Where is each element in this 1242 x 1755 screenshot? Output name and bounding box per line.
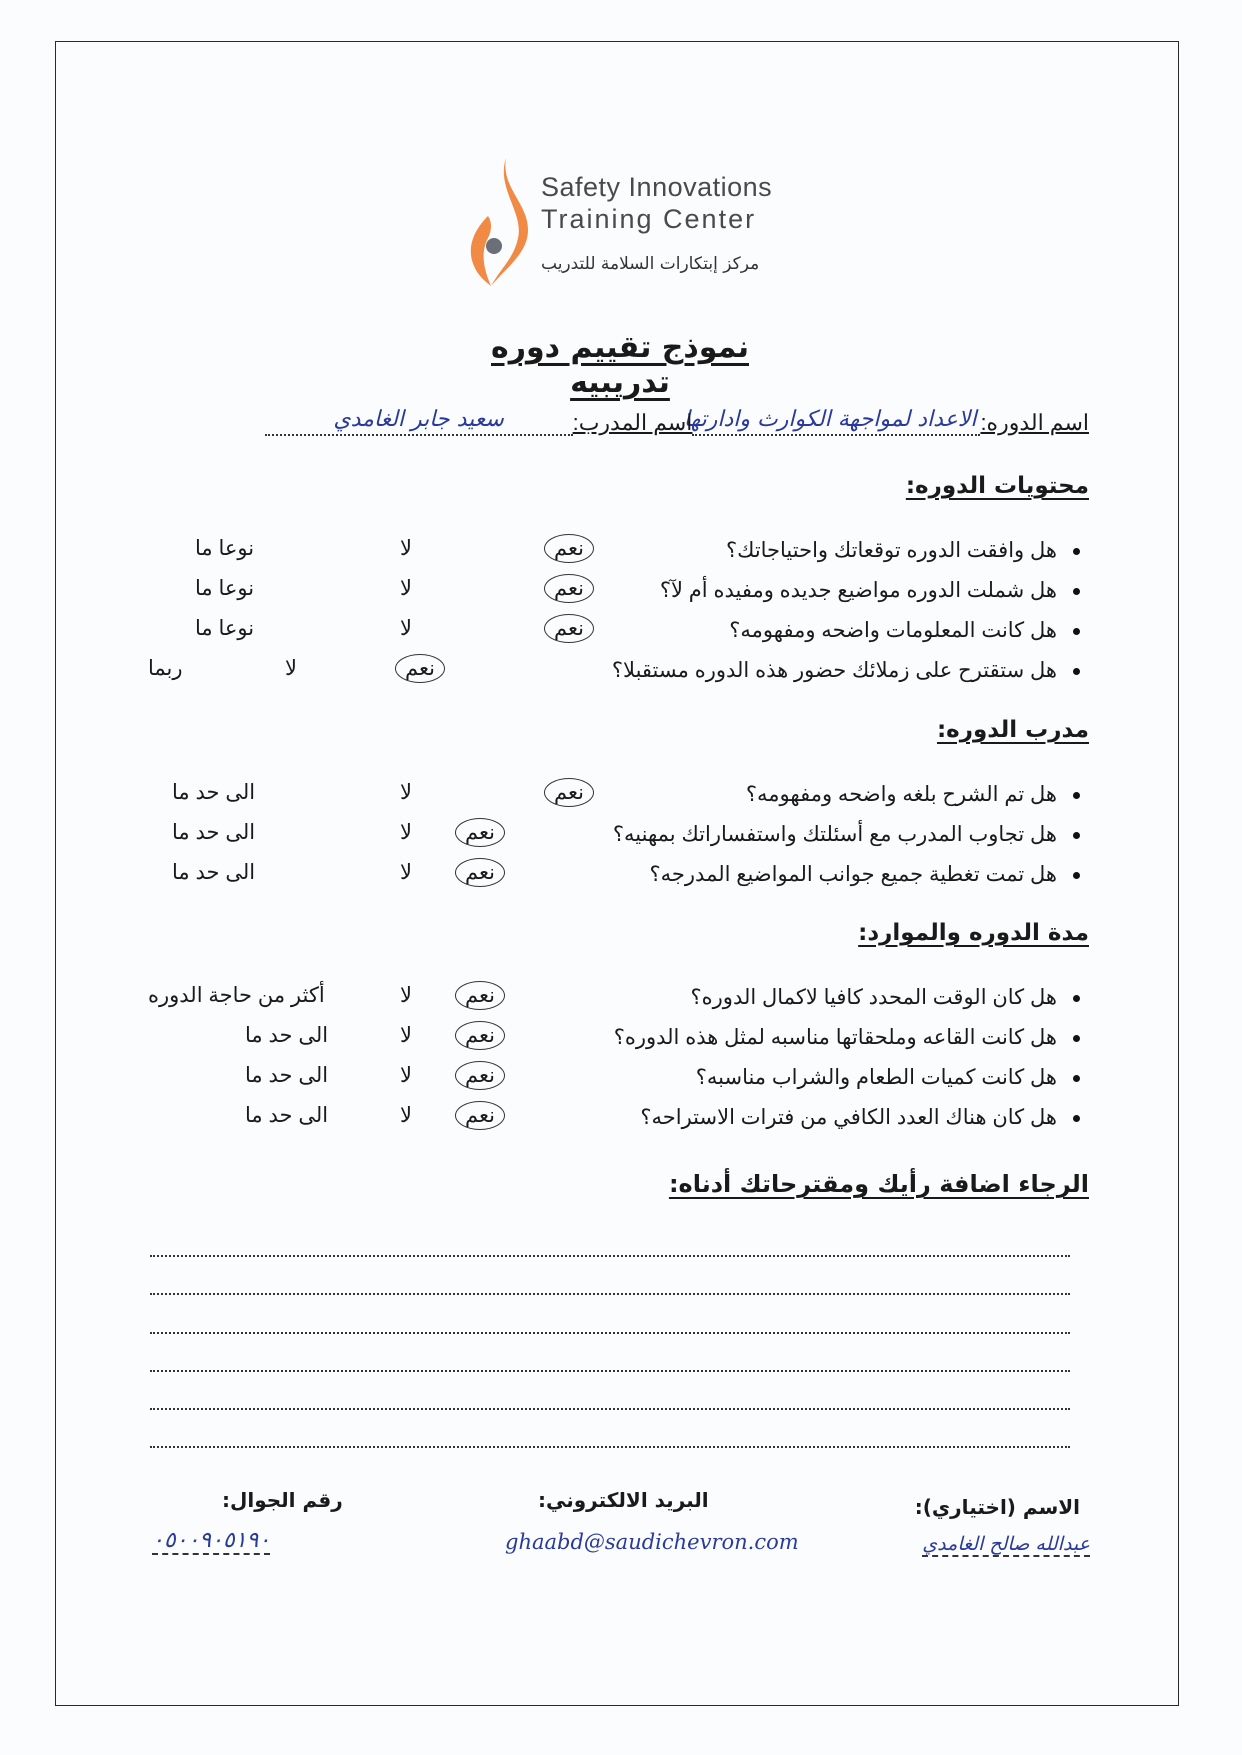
option-no[interactable]: لا (400, 1064, 412, 1087)
option-other[interactable]: الى حد ما (172, 781, 256, 804)
question-text (640, 1105, 1080, 1130)
section-title-trainer: مدرب الدوره: (936, 717, 1089, 743)
option-yes-cell (395, 656, 445, 681)
option-other-cell (245, 1023, 328, 1048)
option-other-cell (172, 820, 255, 845)
option-other-cell (195, 536, 254, 561)
option-other-cell (245, 1103, 328, 1128)
option-yes[interactable]: نعم (544, 534, 594, 563)
bullet-icon (1073, 872, 1080, 879)
question-text (613, 822, 1080, 847)
option-yes-cell (544, 616, 594, 641)
option-no-cell (400, 983, 412, 1008)
option-yes[interactable]: نعم (455, 1061, 505, 1090)
option-yes[interactable]: نعم (544, 778, 594, 807)
logo-arabic: مركز إبتكارات السلامة للتدريب (541, 254, 760, 274)
option-no-cell (400, 1023, 412, 1048)
option-other[interactable]: أكثر من حاجة الدوره (148, 984, 325, 1007)
question-label: هل تم الشرح بلغه واضحه ومفهومه؟ (745, 783, 1057, 806)
option-other-cell (195, 616, 254, 641)
course-name-label: اسم الدوره: (980, 410, 1089, 435)
option-other-cell (148, 656, 183, 681)
option-other-cell (148, 983, 325, 1008)
option-other[interactable]: الى حد ما (245, 1024, 329, 1047)
option-no[interactable]: لا (400, 861, 412, 884)
option-yes[interactable]: نعم (455, 858, 505, 887)
bullet-icon (1073, 1115, 1080, 1122)
question-label: هل كانت المعلومات واضحه ومفهومه؟ (729, 619, 1057, 642)
option-yes-cell (455, 1063, 505, 1088)
option-other-cell (245, 1063, 328, 1088)
trainer-name-label: اسم المدرب: (572, 410, 693, 435)
bullet-icon (1073, 548, 1080, 555)
option-yes[interactable]: نعم (455, 1021, 505, 1050)
comment-line[interactable] (150, 1446, 1070, 1448)
option-yes[interactable]: نعم (395, 654, 445, 683)
course-name-field[interactable]: الاعداد لمواجهة الكوارث وادارتها (692, 407, 980, 436)
comment-line[interactable] (150, 1370, 1070, 1372)
bullet-icon (1073, 1035, 1080, 1042)
option-no-cell (285, 656, 297, 681)
bullet-icon (1073, 792, 1080, 799)
option-other[interactable]: نوعا ما (195, 577, 255, 600)
option-no-cell (400, 860, 412, 885)
logo-line2: Training Center (541, 204, 757, 234)
comments-title: الرجاء اضافة رأيك ومقترحاتك أدناه: (668, 1170, 1089, 1198)
question-text (691, 985, 1080, 1010)
option-no[interactable]: لا (400, 781, 412, 804)
bullet-icon (1073, 1075, 1080, 1082)
question-label: هل تجاوب المدرب مع أسئلتك واستفساراتك بمهنيه؟ (612, 823, 1057, 846)
option-yes[interactable]: نعم (455, 981, 505, 1010)
question-label: هل ستقترح على زملائك حضور هذه الدوره مستقبلا؟ (611, 659, 1057, 682)
question-label: هل وافقت الدوره توقعاتك واحتياجاتك؟ (725, 539, 1057, 562)
option-other[interactable]: الى حد ما (245, 1104, 329, 1127)
question-text (729, 618, 1080, 643)
option-no[interactable]: لا (400, 984, 412, 1007)
option-yes[interactable]: نعم (544, 574, 594, 603)
option-other[interactable]: ربما (148, 657, 183, 680)
option-no[interactable]: لا (400, 537, 412, 560)
logo (466, 158, 786, 288)
section-title-content: محتويات الدوره: (905, 473, 1089, 499)
name-label: الاسم (اختياري): (914, 1495, 1080, 1519)
option-no-cell (400, 576, 412, 601)
option-no[interactable]: لا (400, 577, 412, 600)
course-info-line (149, 407, 1089, 436)
bullet-icon (1073, 628, 1080, 635)
option-yes-cell (455, 1103, 505, 1128)
option-other-cell (172, 860, 255, 885)
option-no[interactable]: لا (285, 657, 297, 680)
question-text (696, 1065, 1080, 1090)
option-yes-cell (455, 983, 505, 1008)
question-label: هل كان هناك العدد الكافي من فترات الاستراحه؟ (640, 1106, 1057, 1129)
option-no-cell (400, 536, 412, 561)
option-other[interactable]: نوعا ما (195, 537, 255, 560)
option-yes-cell (544, 576, 594, 601)
option-no-cell (400, 780, 412, 805)
option-other[interactable]: الى حد ما (172, 861, 256, 884)
option-no-cell (400, 1063, 412, 1088)
question-label: هل تمت تغطية جميع جوانب المواضيع المدرجه؟ (649, 863, 1057, 886)
question-label: هل شملت الدوره مواضيع جديده ومفيده أم لآ؟ (659, 579, 1057, 602)
bullet-icon (1073, 995, 1080, 1002)
question-text (614, 1025, 1080, 1050)
option-yes-cell (455, 820, 505, 845)
trainer-name-field[interactable]: سعيد جابر الغامدي (265, 407, 573, 436)
option-yes[interactable]: نعم (455, 1101, 505, 1130)
form-title: نموذج تقييم دوره تدريبيه (491, 330, 749, 400)
comment-line[interactable] (150, 1293, 1070, 1295)
option-no-cell (400, 616, 412, 641)
option-other[interactable]: الى حد ما (172, 821, 256, 844)
logo-line1: Safety Innovations (541, 172, 773, 202)
mobile-field[interactable]: ٠٥٠٠٩٠٥١٩٠ (152, 1528, 271, 1553)
option-no[interactable]: لا (400, 1104, 412, 1127)
option-other[interactable]: الى حد ما (245, 1064, 329, 1087)
option-no[interactable]: لا (400, 617, 412, 640)
question-label: هل كانت القاعه وملحقاتها مناسبه لمثل هذه الدوره؟ (613, 1026, 1057, 1049)
comment-line[interactable] (150, 1332, 1070, 1334)
option-yes-cell (544, 536, 594, 561)
question-text (726, 538, 1080, 563)
option-no-cell (400, 820, 412, 845)
question-text (660, 578, 1080, 603)
mobile-label: رقم الجوال: (222, 1488, 343, 1512)
flame-logo-icon (466, 158, 536, 288)
option-yes[interactable]: نعم (544, 614, 594, 643)
option-other-cell (195, 576, 254, 601)
bullet-icon (1073, 668, 1080, 675)
question-label: هل كانت كميات الطعام والشراب مناسبه؟ (695, 1066, 1057, 1089)
option-no-cell (400, 1103, 412, 1128)
option-other-cell (172, 780, 255, 805)
bullet-icon (1073, 588, 1080, 595)
option-yes-cell (455, 860, 505, 885)
email-label: البريد الالكتروني: (538, 1488, 709, 1512)
question-text (650, 862, 1080, 887)
option-yes-cell (544, 780, 594, 805)
option-no[interactable]: لا (400, 1024, 412, 1047)
comment-line[interactable] (150, 1255, 1070, 1257)
bullet-icon (1073, 832, 1080, 839)
question-text (612, 658, 1080, 683)
option-yes-cell (455, 1023, 505, 1048)
section-title-duration: مدة الدوره والموارد: (858, 920, 1089, 946)
comment-line[interactable] (150, 1408, 1070, 1410)
email-field[interactable]: ghaabd@saudichevron.com (505, 1530, 799, 1554)
option-no[interactable]: لا (400, 821, 412, 844)
option-other[interactable]: نوعا ما (195, 617, 255, 640)
question-text (746, 782, 1080, 807)
question-label: هل كان الوقت المحدد كافيا لاكمال الدوره؟ (690, 986, 1057, 1009)
option-yes[interactable]: نعم (455, 818, 505, 847)
name-field[interactable]: عبدالله صالح الغامدي (922, 1533, 1090, 1555)
